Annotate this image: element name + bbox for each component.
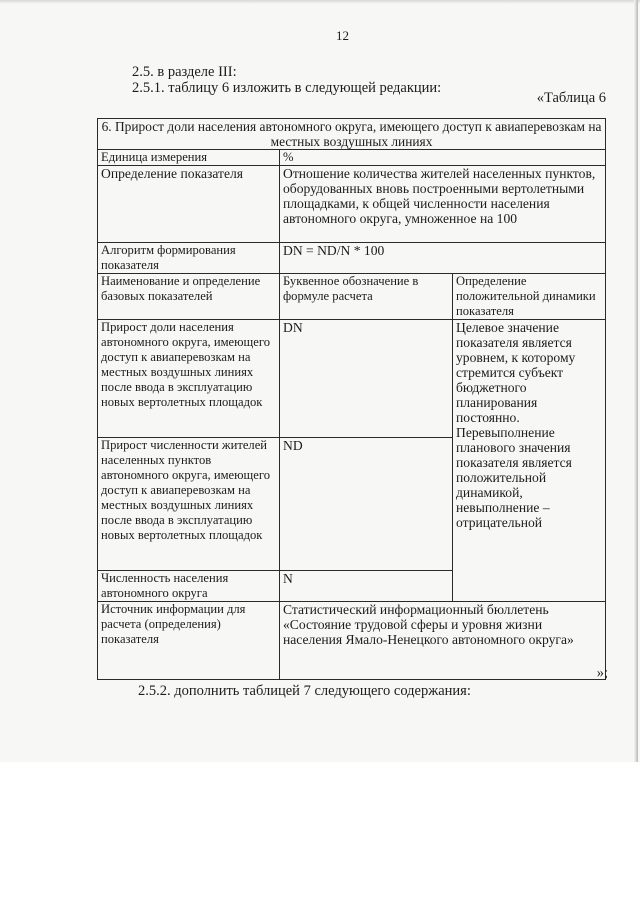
row-symbol: ND	[280, 438, 453, 571]
closing-quote: »;	[596, 665, 608, 681]
dynamics-definition: Целевое значение показателя является уровнем, к которому стремится субъект бюджетного планирования постоянно. Перевыполнение планового значения показателя является положительной динамикой, невыполнение – отрицательной	[453, 320, 606, 602]
source-value: Статистический информационный бюллетень «Состояние трудовой сферы и уровня жизни населения Ямало-Ненецкого автономного округа»	[280, 602, 606, 680]
page-number: 12	[336, 28, 349, 43]
next-instruction: 2.5.2. дополнить таблицей 7 следующего содержания:	[138, 683, 471, 699]
table-row	[98, 150, 606, 166]
unit-value: %	[280, 150, 606, 166]
source-label: Источник информации для расчета (определения) показателя	[98, 602, 280, 680]
row-name: Прирост доли населения автономного округа, имеющего доступ к авиаперевозкам на местных воздушных линиях после ввода в эксплуатацию новых вертолетных площадок	[98, 320, 280, 438]
table-caption: «Таблица 6	[536, 90, 606, 106]
algorithm-label: Алгоритм формирования показателя	[98, 243, 280, 274]
table-row	[98, 166, 606, 243]
header-name: Наименование и определение базовых показателей	[98, 274, 280, 320]
table-title: 6. Прирост доли населения автономного округа, имеющего доступ к авиаперевозкам на местных воздушных линиях	[98, 119, 606, 150]
header-symbol: Буквенное обозначение в формуле расчета	[280, 274, 453, 320]
table-row	[98, 320, 606, 438]
definition-label: Определение показателя	[98, 166, 280, 243]
instruction-text: 2.5.1. таблицу 6 изложить в следующей редакции:	[132, 80, 442, 96]
base-indicators-header-row	[98, 274, 606, 320]
section-heading: 2.5. в разделе III:	[132, 64, 237, 80]
table-row	[98, 602, 606, 680]
scan-top-edge	[0, 0, 640, 4]
unit-label: Единица измерения	[98, 150, 280, 166]
indicator-table	[97, 118, 606, 680]
definition-value: Отношение количества жителей населенных пунктов, оборудованных вновь построенными вертолетными площадками, к общей численности населения автономного округа, умноженное на 100	[280, 166, 606, 243]
row-name: Прирост численности жителей населенных пунктов автономного округа, имеющего доступ к авиаперевозкам на местных воздушных линиях после ввода в эксплуатацию новых вертолетных площадок	[98, 438, 280, 571]
header-dynamics: Определение положительной динамики показателя	[453, 274, 606, 320]
table-title-row	[98, 119, 606, 150]
table-row	[98, 243, 606, 274]
row-symbol: DN	[280, 320, 453, 438]
scan-right-edge	[634, 0, 638, 762]
row-symbol: N	[280, 571, 453, 602]
row-name: Численность населения автономного округа	[98, 571, 280, 602]
algorithm-value: DN = ND/N * 100	[280, 243, 606, 274]
